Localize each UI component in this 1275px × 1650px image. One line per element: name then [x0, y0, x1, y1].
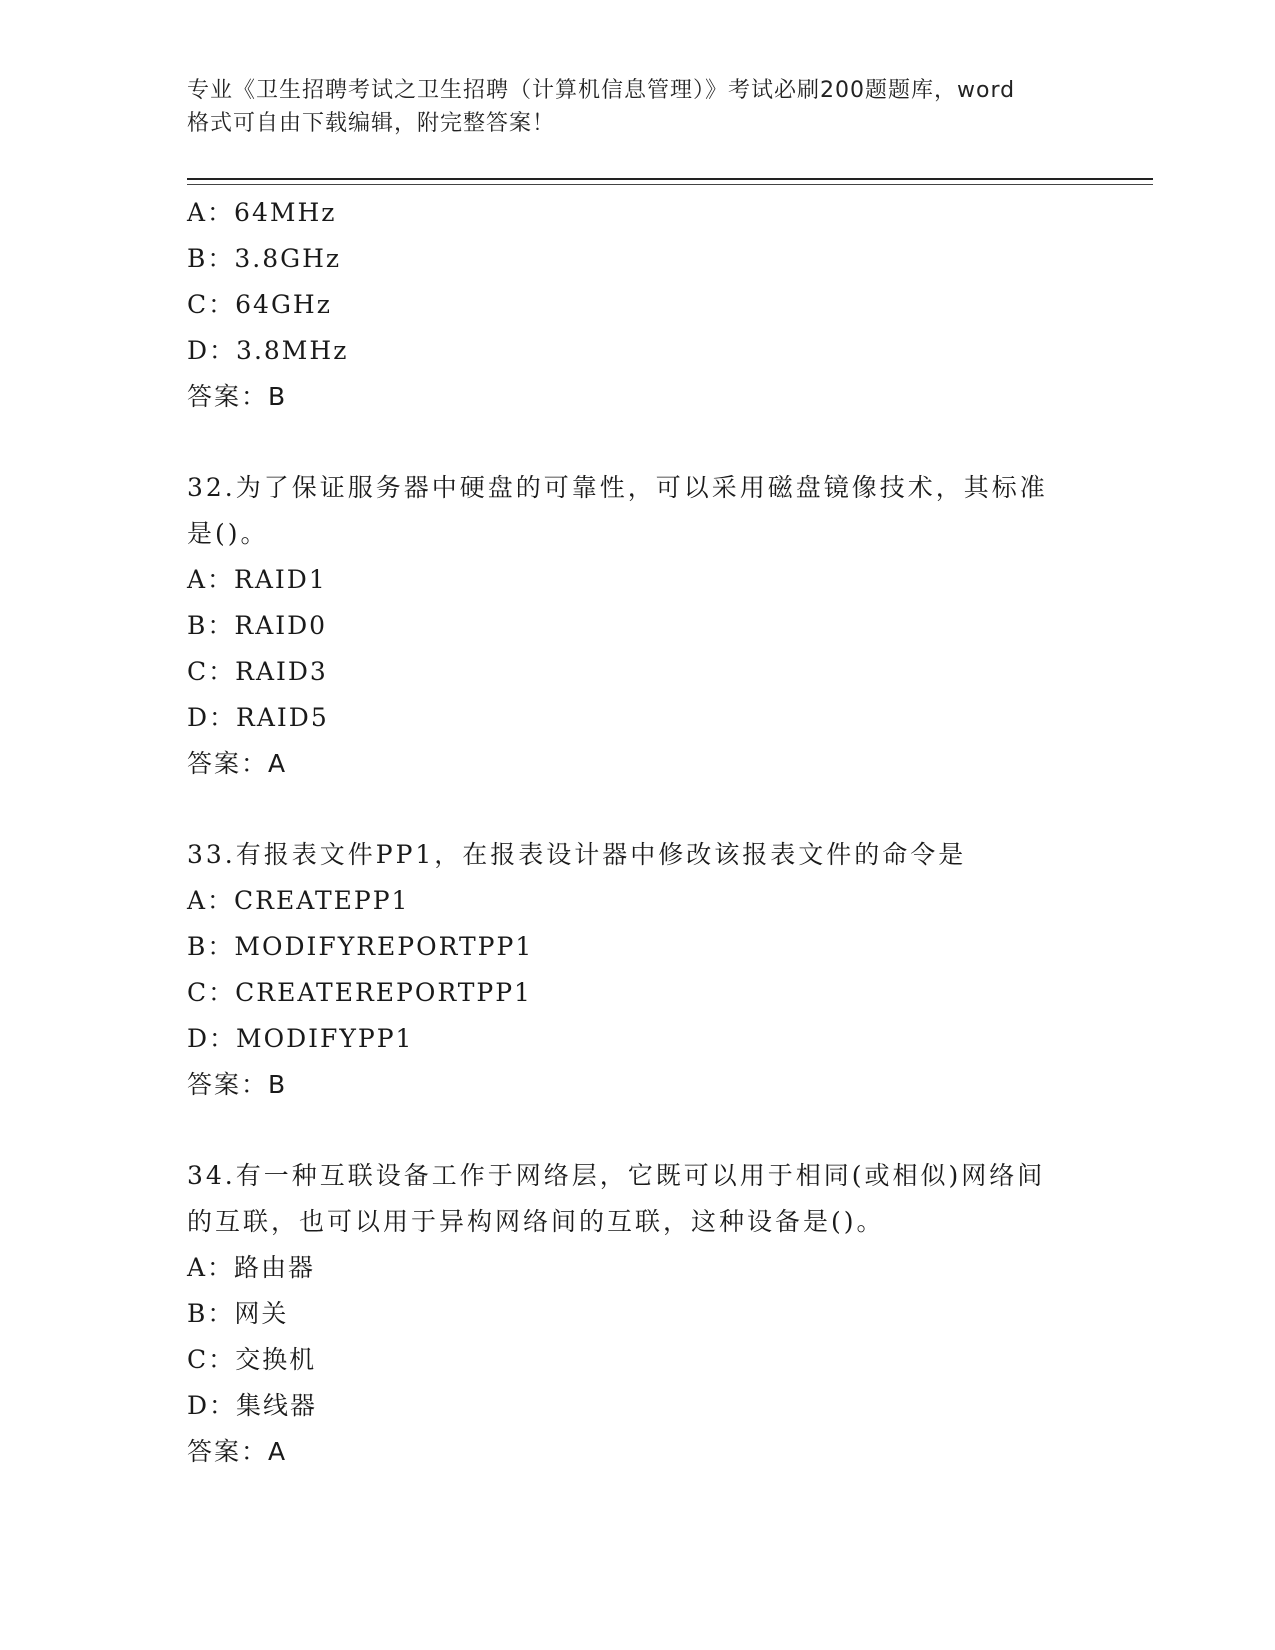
option-d: D：RAID5: [187, 703, 329, 732]
option-c: C：交换机: [187, 1345, 317, 1374]
option-d: D：3.8MHz: [187, 336, 349, 365]
document-header: [187, 74, 1087, 140]
question-stem-line-1: 34.有一种互联设备工作于网络层，它既可以用于相同(或相似)网络间: [187, 1161, 1046, 1190]
option-a: A：RAID1: [187, 565, 327, 594]
question-32: [187, 465, 1087, 787]
option-b: B：MODIFYREPORTPP1: [187, 932, 534, 961]
option-c: C：CREATEREPORTPP1: [187, 978, 532, 1007]
option-b: B：网关: [187, 1299, 289, 1328]
question-33: [187, 832, 1087, 1108]
question-stem-line-2: 的互联，也可以用于异构网络间的互联，这种设备是()。: [187, 1207, 885, 1236]
answer-label: 答案：B: [187, 1070, 288, 1099]
question-stem-line-1: 32.为了保证服务器中硬盘的可靠性，可以采用磁盘镜像技术，其标准: [187, 473, 1048, 502]
header-divider-thick: [187, 178, 1153, 180]
option-d: D：集线器: [187, 1391, 318, 1420]
answer-label: 答案：B: [187, 382, 288, 411]
question-31: [187, 190, 1087, 420]
option-c: C：64GHz: [187, 290, 332, 319]
question-stem-line-2: 是()。: [187, 519, 269, 548]
answer-label: 答案：A: [187, 749, 288, 778]
option-b: B：RAID0: [187, 611, 328, 640]
option-c: C：RAID3: [187, 657, 328, 686]
option-d: D：MODIFYPP1: [187, 1024, 414, 1053]
option-b: B：3.8GHz: [187, 244, 342, 273]
option-a: A：路由器: [187, 1253, 316, 1282]
question-list: [187, 190, 1087, 1475]
header-title-line-2: 格式可自由下载编辑，附完整答案！: [187, 111, 556, 136]
header-title-line-1: 专业《卫生招聘考试之卫生招聘（计算机信息管理）》考试必刷200题题库，word: [187, 78, 1016, 103]
answer-label: 答案：A: [187, 1437, 288, 1466]
question-34: [187, 1153, 1087, 1475]
header-divider-thin: [187, 184, 1153, 185]
option-a: A：CREATEPP1: [187, 886, 410, 915]
question-stem-line-1: 33.有报表文件PP1，在报表设计器中修改该报表文件的命令是: [187, 840, 967, 869]
option-a: A：64MHz: [187, 198, 337, 227]
